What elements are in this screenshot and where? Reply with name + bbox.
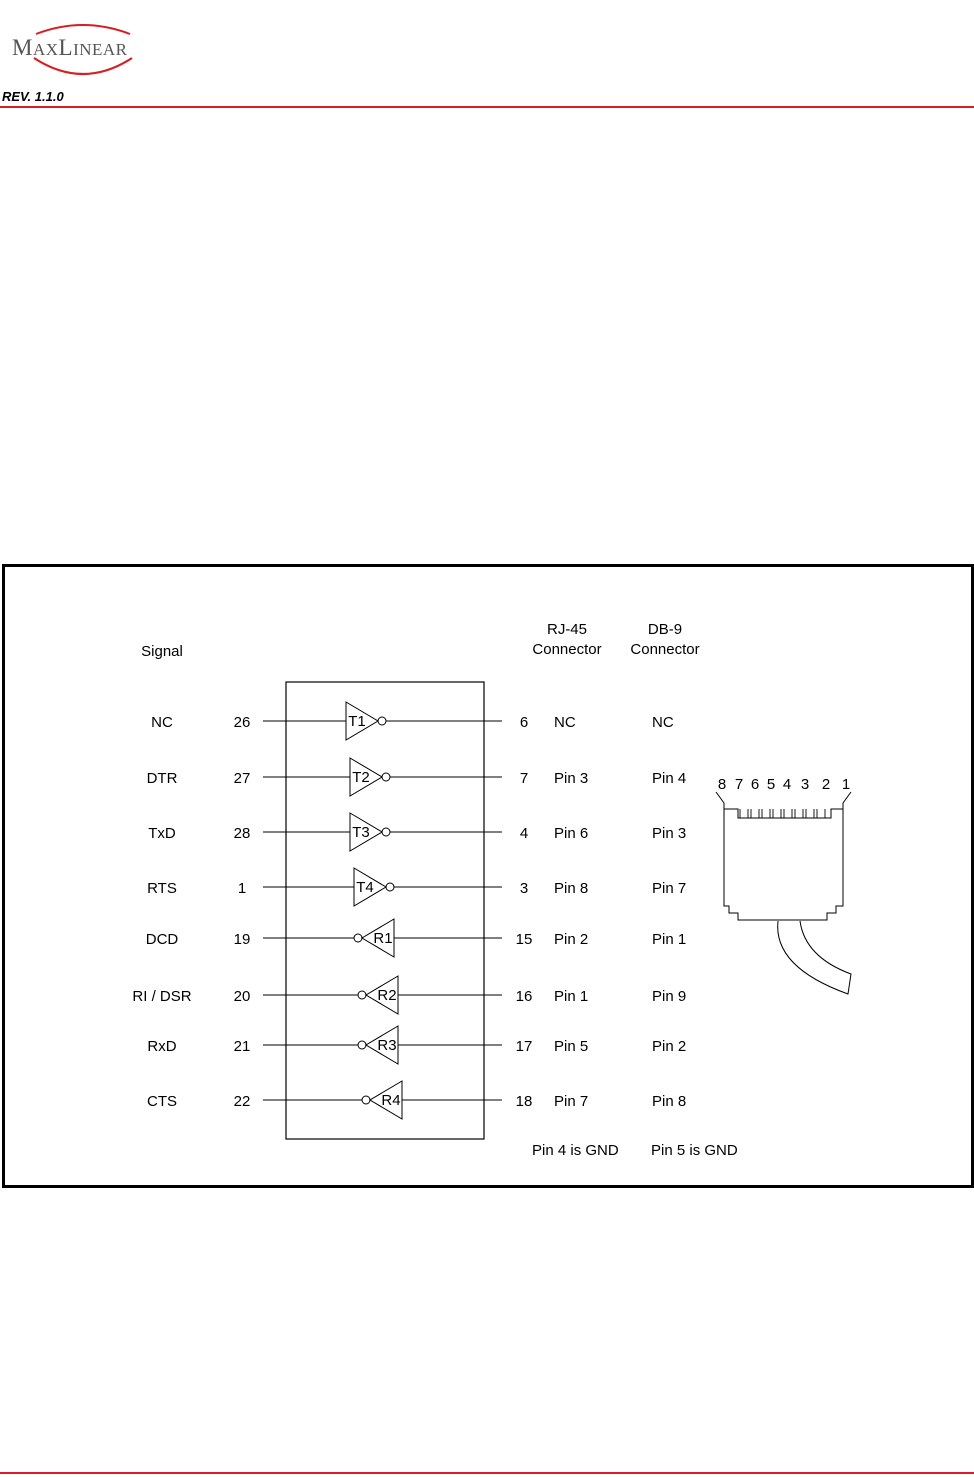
output-pin-number: 7 <box>519 770 529 787</box>
signal-row-1 <box>151 702 674 740</box>
db9-pin-label: Pin 9 <box>652 988 687 1005</box>
svg-text:MAXLINEAR: MAXLINEAR <box>12 35 128 60</box>
signal-row-6 <box>132 976 686 1014</box>
rj45-pin-label: Pin 5 <box>554 1038 589 1055</box>
signal-label: DTR <box>146 770 178 787</box>
output-pin-number: 6 <box>519 714 529 731</box>
plug-pin-label: 2 <box>821 776 831 793</box>
plug-pin-label: 3 <box>800 776 810 793</box>
db9-header-line2: Connector <box>630 641 700 658</box>
signal-row-7 <box>147 1026 686 1064</box>
chip-pin-number: 1 <box>237 880 247 897</box>
inversion-bubble <box>378 717 386 725</box>
db9-pin-label: Pin 1 <box>652 931 687 948</box>
gate-label: R2 <box>377 987 397 1004</box>
plug-pin-label: 7 <box>734 776 744 793</box>
plug-cable <box>778 921 851 994</box>
db9-pin-label: Pin 7 <box>652 880 687 897</box>
maxlinear-logo-graphic <box>8 24 158 84</box>
signal-header: Signal <box>141 643 183 660</box>
inversion-bubble <box>382 773 390 781</box>
inversion-bubble <box>362 1096 370 1104</box>
rj45-pin-label: Pin 3 <box>554 770 589 787</box>
gate-label: R3 <box>377 1037 397 1054</box>
inversion-bubble <box>358 991 366 999</box>
output-pin-number: 3 <box>519 880 529 897</box>
plug-pin-label: 5 <box>766 776 776 793</box>
chip-pin-number: 19 <box>233 931 251 948</box>
signal-label: DCD <box>145 931 179 948</box>
signal-row-8 <box>147 1081 686 1119</box>
chip-pin-number: 21 <box>233 1038 251 1055</box>
rj45-plug-drawing <box>716 776 851 994</box>
signal-label: NC <box>151 714 173 731</box>
plug-pin-label: 8 <box>717 776 727 793</box>
rj45-pin-label: Pin 2 <box>554 931 589 948</box>
output-pin-number: 16 <box>515 988 533 1005</box>
db9-header-line1: DB-9 <box>647 621 683 638</box>
rj45-pin-label: Pin 6 <box>554 825 589 842</box>
rj45-header-line1: RJ-45 <box>546 621 588 638</box>
gate-label: T3 <box>352 824 370 841</box>
rj45-pin-label: Pin 8 <box>554 880 589 897</box>
chip-body <box>286 682 484 1139</box>
chip-pin-number: 22 <box>233 1093 251 1110</box>
rj45-pin-label: Pin 1 <box>554 988 589 1005</box>
signal-row-2 <box>147 758 687 796</box>
db9-gnd-note: Pin 5 is GND <box>651 1142 738 1159</box>
gate-label: R4 <box>381 1092 401 1109</box>
chip-pin-number: 20 <box>233 988 251 1005</box>
signal-label: RxD <box>147 1038 177 1055</box>
plug-pin-label: 1 <box>841 776 851 793</box>
gate-label: T2 <box>352 769 370 786</box>
gate-label: R1 <box>373 930 393 947</box>
signal-label: TxD <box>148 825 176 842</box>
signal-row-4 <box>147 868 686 906</box>
chip-pin-number: 28 <box>233 825 251 842</box>
pin-one-eight-leaders <box>716 792 851 809</box>
db9-pin-label: Pin 4 <box>652 770 687 787</box>
db9-pin-label: Pin 3 <box>652 825 687 842</box>
header-rule <box>0 106 974 108</box>
rj45-gnd-note: Pin 4 is GND <box>532 1142 619 1159</box>
output-pin-number: 4 <box>519 825 529 842</box>
plug-pin-label: 4 <box>782 776 792 793</box>
chip-pin-number: 26 <box>233 714 251 731</box>
diagram-frame <box>2 564 974 1188</box>
chip-pin-number: 27 <box>233 770 251 787</box>
db9-pin-label: NC <box>652 714 674 731</box>
revision-label: REV. 1.1.0 <box>2 89 64 104</box>
signal-row-5 <box>146 919 686 957</box>
db9-pin-label: Pin 8 <box>652 1093 687 1110</box>
inversion-bubble <box>382 828 390 836</box>
gate-label: T4 <box>356 879 374 896</box>
signal-label: RI / DSR <box>132 988 192 1005</box>
signal-label: RTS <box>147 880 177 897</box>
inversion-bubble <box>386 883 394 891</box>
inversion-bubble <box>354 934 362 942</box>
plug-pin-label: 6 <box>750 776 760 793</box>
gate-label: T1 <box>348 713 366 730</box>
signal-row-3 <box>148 813 686 851</box>
inversion-bubble <box>358 1041 366 1049</box>
rj45-pin-label: Pin 7 <box>554 1093 589 1110</box>
footer-rule <box>0 1472 974 1474</box>
output-pin-number: 15 <box>515 931 533 948</box>
output-pin-number: 17 <box>515 1038 533 1055</box>
maxlinear-logo <box>8 24 158 84</box>
rj45-pin-label: NC <box>554 714 576 731</box>
rj45-header-line2: Connector <box>532 641 602 658</box>
interface-diagram <box>5 567 971 1185</box>
plug-contacts <box>740 809 825 818</box>
output-pin-number: 18 <box>515 1093 533 1110</box>
signal-label: CTS <box>147 1093 177 1110</box>
plug-body-outline <box>724 809 843 920</box>
db9-pin-label: Pin 2 <box>652 1038 687 1055</box>
